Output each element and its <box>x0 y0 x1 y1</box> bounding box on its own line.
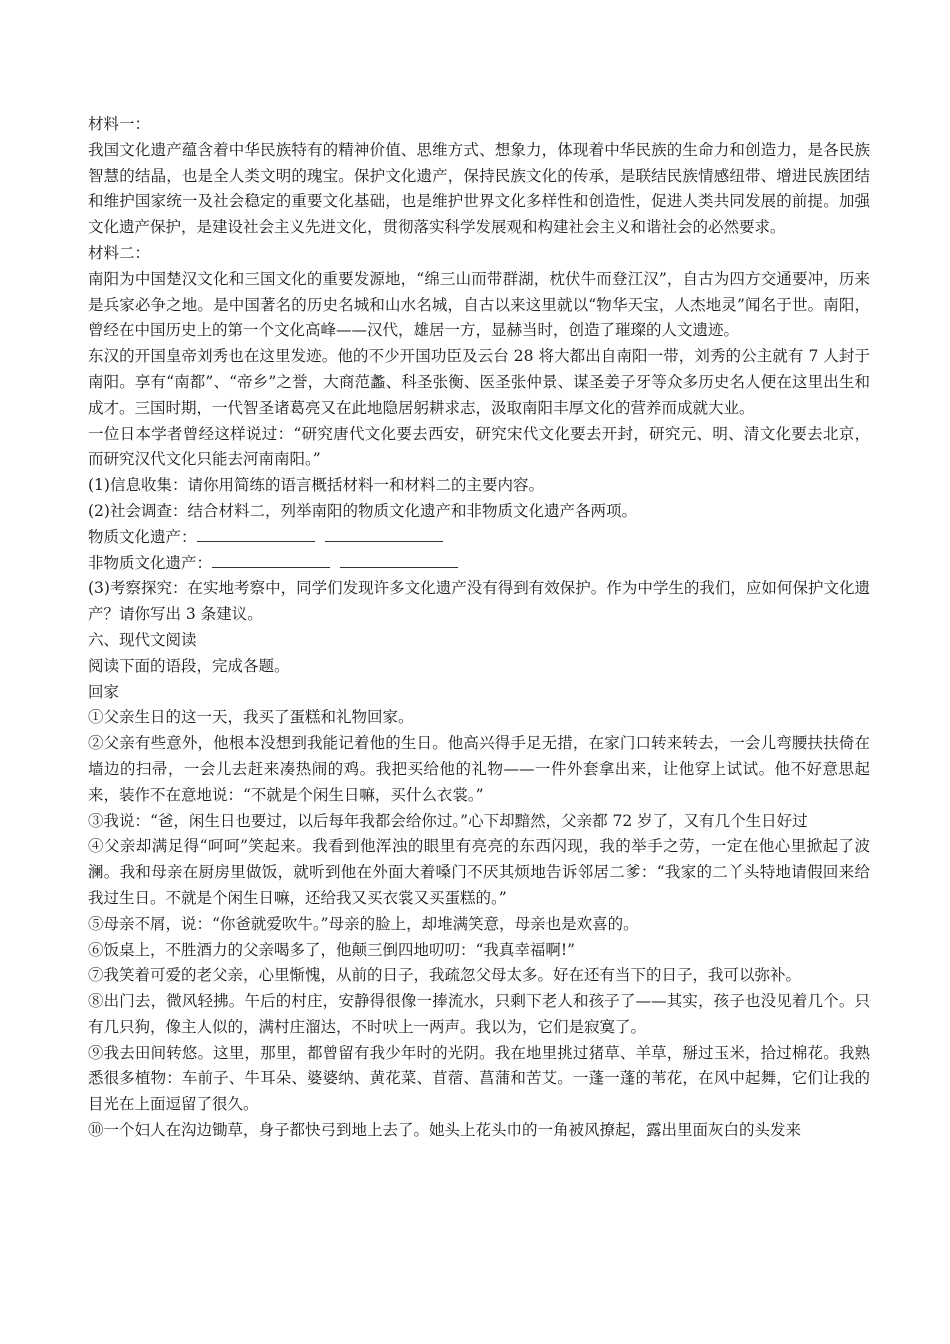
story-paragraph: ③我说：“爸，闲生日也要过，以后每年我都会给你过。”心下却黯然，父亲都 72 岁了，又有几个生日好过 <box>88 811 808 830</box>
material1-heading: 材料一： <box>88 115 151 133</box>
material2-heading: 材料二： <box>88 243 151 262</box>
material-heritage-row <box>88 525 870 551</box>
question-1: (1)信息收集：请你用简练的语言概括材料一和材料二的主要内容。 <box>88 476 544 495</box>
question-2: (2)社会调查：结合材料二，列举南阳的物质文化遗产和非物质文化遗产各两项。 <box>88 501 637 520</box>
material-heritage-label: 物质文化遗产： <box>88 527 197 546</box>
story-paragraph: ②父亲有些意外，他根本没想到我能记着他的生日。他高兴得手足无措，在家门口转来转去，一会儿弯腰扶扶倚在墙边的扫帚，一会儿去赶来凑热闹的鸡。我把买给他的礼物——一件外套拿出来，让他穿上试试。他不好意思起来，装作不在意地说：“不就是个闲生日嘛，买什么衣裳。” <box>88 734 870 804</box>
nonmaterial-heritage-row <box>88 551 870 577</box>
story-paragraph: ⑤母亲不屑，说：“你爸就爱吹牛。”母亲的脸上，却堆满笑意，母亲也是欢喜的。 <box>88 914 639 933</box>
material1-text: 我国文化遗产蕴含着中华民族特有的精神价值、思维方式、想象力，体现着中华民族的生命力和创造力，是各民族智慧的结晶，也是全人类文明的瑰宝。保护文化遗产，保持民族文化的传承，是联结民族情感纽带、增进民族团结和维护国家统一及社会稳定的重要文化基础，也是维护世界文化多样性和创造性，促进人类共同发展的前提。加强文化遗产保护，是建设社会主义先进文化，贯彻落实科学发展观和构建社会主义和谐社会的必然要求。 <box>88 140 870 237</box>
material2-paragraph: 南阳为中国楚汉文化和三国文化的重要发源地，“绵三山而带群湖，枕伏牛而登江汉”，自古为四方交通要冲，历来是兵家必争之地。是中国著名的历史名城和山水名城，自古以来这里就以“物华天宝，人杰地灵”闻名于世。南阳，曾经在中国历史上的第一个文化高峰——汉代，雄居一方，显赫当时，创造了璀璨的人文遗迹。 <box>88 269 870 340</box>
story-paragraph: ④父亲却满足得“呵呵”笑起来。我看到他浑浊的眼里有亮亮的东西闪现，我的举手之劳，一定在他心里掀起了波澜。我和母亲在厨房里做饭，就听到他在外面大着嗓门不厌其烦地告诉邻居二爹：“我家的二丫头特地请假回来给我过生日。不就是个闲生日嘛，还给我又买衣裳又买蛋糕的。” <box>88 837 870 907</box>
document-page <box>88 112 870 1144</box>
nonmaterial-heritage-label: 非物质文化遗产： <box>88 553 213 572</box>
answer-blank[interactable] <box>325 527 443 542</box>
material2-paragraph: 一位日本学者曾经这样说过：“研究唐代文化要去西安，研究宋代文化要去开封，研究元、明、清文化要去北京，而研究汉代文化只能去河南南阳。” <box>88 424 870 469</box>
material2-paragraph: 东汉的开国皇帝刘秀也在这里发迹。他的不少开国功臣及云台 28 将大都出自南阳一带，刘秀的公主就有 7 人封于南阳。享有“南都”、“帝乡”之誉，大商范蠡、科圣张衡、医圣张仲景、谋圣姜子牙等众多历史名人便在这里出生和成才。三国时期，一代智圣诸葛亮又在此地隐居躬耕求志，汲取南阳丰厚文化的营养而成就大业。 <box>88 347 870 417</box>
story-paragraph: ⑩一个妇人在沟边锄草，身子都快弓到地上去了。她头上花头巾的一角被风撩起，露出里面灰白的头发来 <box>88 1121 802 1140</box>
answer-blank[interactable] <box>340 553 458 568</box>
answer-blank[interactable] <box>212 553 330 568</box>
answer-blank[interactable] <box>197 527 315 542</box>
story-paragraph: ①父亲生日的这一天，我买了蛋糕和礼物回家。 <box>88 708 414 727</box>
story-paragraph: ⑦我笑着可爱的老父亲，心里惭愧，从前的日子，我疏忽父母太多。好在还有当下的日子，我可以弥补。 <box>88 966 802 985</box>
question-3: (3)考察探究：在实地考察中，同学们发现许多文化遗产没有得到有效保护。作为中学生的我们，应如何保护文化遗产？请你写出 3 条建议。 <box>88 579 870 624</box>
story-paragraph: ⑥饭桌上，不胜酒力的父亲喝多了，他颠三倒四地叨叨：“我真幸福啊!” <box>88 940 576 959</box>
section-heading: 六、现代文阅读 <box>88 630 197 649</box>
story-title: 回家 <box>88 682 120 701</box>
reading-instruction: 阅读下面的语段，完成各题。 <box>88 656 290 675</box>
story-paragraph: ⑧出门去，微风轻拂。午后的村庄，安静得很像一捧流水，只剩下老人和孩子了——其实，孩子也没见着几个。只有几只狗，像主人似的，满村庄溜达，不时吠上一两声。我以为，它们是寂寞了。 <box>88 992 870 1036</box>
story-paragraph: ⑨我去田间转悠。这里，那里，都曾留有我少年时的光阴。我在地里挑过猪草、羊草，掰过玉米，拾过棉花。我熟悉很多植物：车前子、牛耳朵、婆婆纳、黄花菜、苜蓿、菖蒲和苦艾。一蓬一蓬的苇花，在风中起舞，它们让我的目光在上面逗留了很久。 <box>88 1043 870 1114</box>
